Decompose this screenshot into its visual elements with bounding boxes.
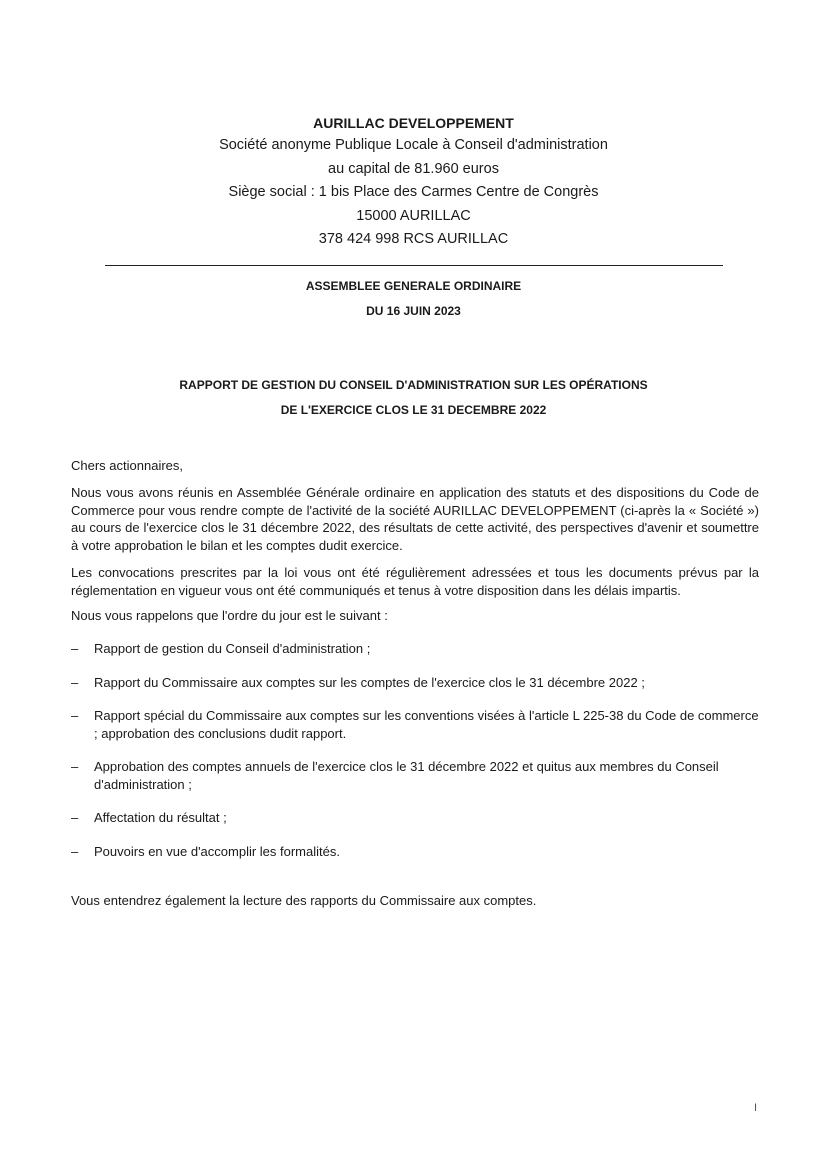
postal-city: 15000 AURILLAC — [356, 207, 471, 224]
dash-bullet: – — [71, 843, 79, 859]
dash-bullet: – — [71, 641, 79, 656]
agenda-item — [71, 843, 759, 861]
closing-paragraph: Vous entendrez également la lecture des rapports du Commissaire aux comptes. — [71, 893, 537, 908]
registered-office: Siège social : 1 bis Place des Carmes Centre de Congrès — [228, 184, 599, 200]
agenda-item — [71, 640, 759, 658]
company-name: AURILLAC DEVELOPPEMENT — [313, 115, 514, 131]
report-title-line2: DE L'EXERCICE CLOS LE 31 DECEMBRE 2022 — [280, 403, 547, 417]
page-mark: I — [754, 1102, 758, 1114]
agenda-item-text: Approbation des comptes annuels de l'exercice clos le 31 décembre 2022 et quitus aux membres du Conseil d'administration ; — [94, 759, 719, 792]
dash-bullet: – — [71, 708, 79, 723]
rcs-number: 378 424 998 RCS AURILLAC — [318, 231, 509, 247]
agenda-intro: Nous vous rappelons que l'ordre du jour est le suivant : — [71, 608, 388, 623]
dash-bullet: – — [71, 674, 79, 690]
agenda-item-text: Affectation du résultat ; — [94, 810, 227, 825]
meeting-date: DU 16 JUIN 2023 — [366, 304, 461, 318]
meeting-heading — [0, 274, 827, 324]
dash-bullet: – — [71, 810, 79, 825]
share-capital: au capital de 81.960 euros — [328, 160, 499, 177]
company-header — [0, 112, 827, 252]
report-title-line1: RAPPORT DE GESTION DU CONSEIL D'ADMINISTRATION SUR LES OPÉRATIONS — [179, 378, 648, 392]
agenda-item-text: Rapport de gestion du Conseil d'administration ; — [94, 641, 371, 656]
agenda-item-text: Rapport spécial du Commissaire aux comptes sur les conventions visées à l'article L 225-38 du Code de commerce ; approbation des conclusions dudit rapport. — [94, 708, 759, 741]
legal-form: Société anonyme Publique Locale à Conseil d'administration — [219, 137, 608, 153]
agenda-item-text: Rapport du Commissaire aux comptes sur les comptes de l'exercice clos le 31 décembre 2022 ; — [94, 674, 645, 690]
agenda-item — [71, 674, 759, 692]
intro-paragraph: Nous vous avons réunis en Assemblée Générale ordinaire en application des statuts et des dispositions du Code de Commerce pour vous rendre compte de l'activité de la société AURILLAC DEVELOPPEMENT (ci-après la « Société ») au cours de l'exercice clos le 31 décembre 2022, des résultats de cette activité, des perspectives d'avenir et soumettre à votre approbation le bilan et les comptes dudit exercice. — [71, 485, 759, 553]
agenda-item — [71, 809, 759, 827]
agenda-item — [71, 758, 759, 793]
agenda-item-text: Pouvoirs en vue d'accomplir les formalités. — [94, 843, 340, 859]
agenda-item — [71, 707, 759, 742]
header-divider — [105, 265, 723, 266]
meeting-title: ASSEMBLEE GENERALE ORDINAIRE — [305, 279, 522, 293]
report-title — [0, 373, 827, 423]
dash-bullet: – — [71, 759, 79, 774]
greeting: Chers actionnaires, — [71, 458, 183, 473]
convocations-paragraph: Les convocations prescrites par la loi vous ont été régulièrement adressées et tous les documents prévus par la réglementation en vigueur vous ont été communiqués et tenus à votre disposition dans les délais impartis. — [71, 565, 759, 598]
agenda-list — [71, 640, 759, 860]
